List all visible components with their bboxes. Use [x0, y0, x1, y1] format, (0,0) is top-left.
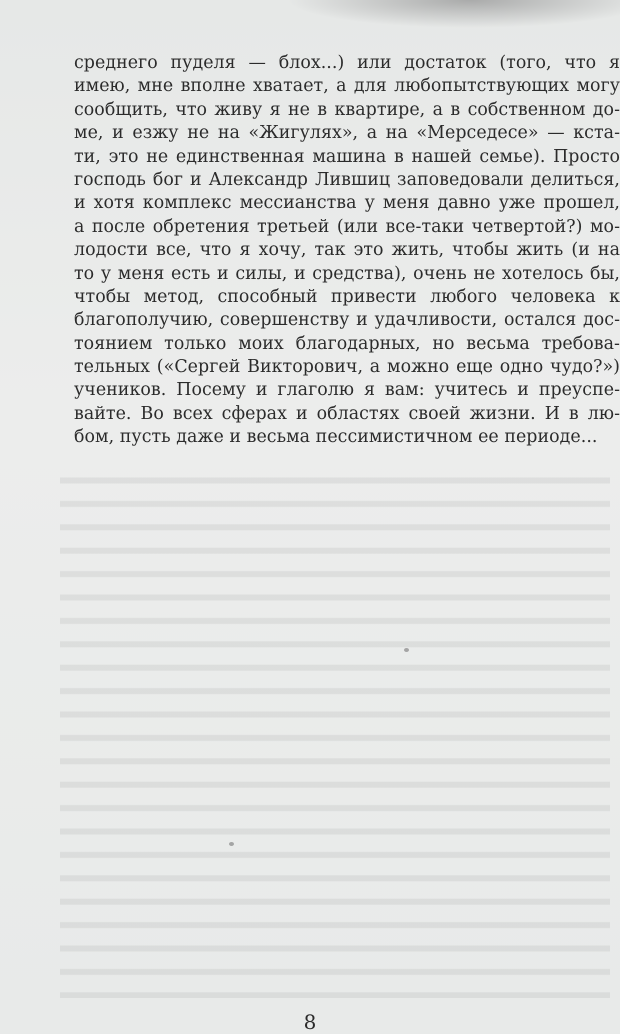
page-number: 8 [303, 1010, 317, 1034]
text-line: чтобы метод, способный привести любого человека к [74, 286, 620, 307]
text-line: сообщить, что живу я не в квартире, а в собственном до- [74, 99, 620, 120]
text-line: господь бог и Александр Лившиц заповедовали делиться, [74, 169, 620, 190]
text-line: тельных («Сергей Викторович, а можно еще одно чудо?») [74, 357, 620, 378]
text-line: среднего пуделя — блох...) или достаток (того, что я [74, 53, 620, 73]
text-line: ти, это не единственная машина в нашей семье). Просто [74, 146, 620, 167]
text-line: ме, и езжу не на «Жигулях», а на «Мерседесе» — кста- [74, 123, 620, 144]
paper-speck [404, 648, 409, 652]
text-line: учеников. Посему и глаголю я вам: учитесь и преуспе- [74, 380, 620, 401]
text-line: а после обретения третьей (или все-таки четвертой?) мо- [74, 216, 620, 237]
text-line: лодости все, что я хочу, так это жить, чтобы жить (и на [74, 240, 620, 261]
text-line: тоянием только моих благодарных, но весьма требова- [74, 333, 620, 354]
text-line: бом, пусть даже и весьма пессимистичном ее периоде... [74, 427, 598, 448]
text-line: вайте. Во всех сферах и областях своей жизни. И в лю- [74, 403, 620, 424]
text-line: и хотя комплекс мессианства у меня давно уже прошел, [74, 193, 620, 214]
paper-speck [229, 842, 234, 846]
text-line: имею, мне вполне хватает, а для любопытствующих могу [74, 76, 620, 97]
text-line: то у меня есть и силы, и средства), очень не хотелось бы, [74, 263, 620, 284]
body-text [74, 52, 620, 450]
text-line: благополучию, совершенству и удачливости, остался дос- [74, 310, 620, 331]
bleed-through-shadow [60, 468, 610, 998]
